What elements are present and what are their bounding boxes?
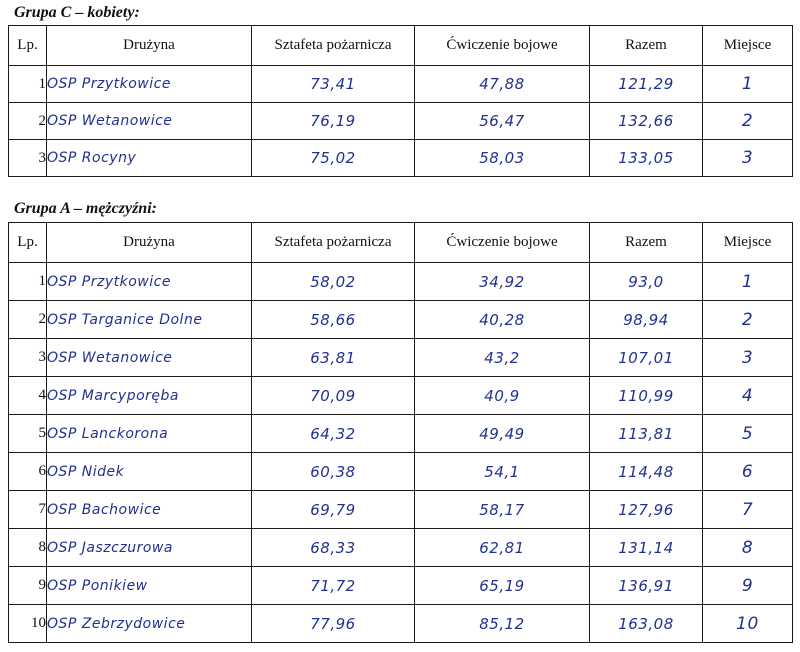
table-row — [9, 529, 793, 567]
header-lp: Lp. — [9, 26, 47, 66]
group-a-results-table — [8, 222, 793, 643]
cell-relay: 69,79 — [252, 491, 415, 529]
cell-lp: 1 — [9, 263, 47, 301]
cell-combat: 49,49 — [415, 415, 590, 453]
cell-combat: 58,03 — [415, 140, 590, 177]
cell-lp: 5 — [9, 415, 47, 453]
table-row — [9, 453, 793, 491]
cell-place: 4 — [703, 377, 793, 415]
cell-total: 132,66 — [590, 103, 703, 140]
cell-combat: 56,47 — [415, 103, 590, 140]
cell-place: 8 — [703, 529, 793, 567]
cell-team: OSP Lanckorona — [47, 415, 252, 453]
cell-total: 127,96 — [590, 491, 703, 529]
header-total: Razem — [590, 26, 703, 66]
cell-combat: 40,28 — [415, 301, 590, 339]
cell-combat: 47,88 — [415, 66, 590, 103]
cell-relay: 63,81 — [252, 339, 415, 377]
cell-relay: 71,72 — [252, 567, 415, 605]
cell-relay: 64,32 — [252, 415, 415, 453]
cell-total: 93,0 — [590, 263, 703, 301]
header-relay: Sztafeta pożarnicza — [252, 26, 415, 66]
cell-lp: 10 — [9, 605, 47, 643]
cell-team: OSP Targanice Dolne — [47, 301, 252, 339]
cell-lp: 6 — [9, 453, 47, 491]
cell-total: 113,81 — [590, 415, 703, 453]
header-total: Razem — [590, 223, 703, 263]
cell-relay: 60,38 — [252, 453, 415, 491]
cell-lp: 2 — [9, 103, 47, 140]
cell-combat: 43,2 — [415, 339, 590, 377]
cell-relay: 73,41 — [252, 66, 415, 103]
cell-lp: 1 — [9, 66, 47, 103]
header-team: Drużyna — [47, 26, 252, 66]
cell-total: 131,14 — [590, 529, 703, 567]
cell-team: OSP Wetanowice — [47, 103, 252, 140]
table-row — [9, 491, 793, 529]
table-header-row — [9, 26, 793, 66]
group-a-title: Grupa A – mężczyźni: — [14, 200, 157, 217]
cell-relay: 70,09 — [252, 377, 415, 415]
cell-team: OSP Ponikiew — [47, 567, 252, 605]
cell-relay: 58,02 — [252, 263, 415, 301]
cell-lp: 4 — [9, 377, 47, 415]
cell-total: 121,29 — [590, 66, 703, 103]
cell-team: OSP Nidek — [47, 453, 252, 491]
table-header-row — [9, 223, 793, 263]
cell-team: OSP Przytkowice — [47, 263, 252, 301]
cell-lp: 3 — [9, 140, 47, 177]
cell-lp: 9 — [9, 567, 47, 605]
cell-place: 10 — [703, 605, 793, 643]
cell-total: 136,91 — [590, 567, 703, 605]
cell-lp: 2 — [9, 301, 47, 339]
table-row — [9, 605, 793, 643]
cell-lp: 7 — [9, 491, 47, 529]
cell-combat: 54,1 — [415, 453, 590, 491]
cell-team: OSP Marcyporęba — [47, 377, 252, 415]
table-row — [9, 140, 793, 177]
cell-place: 5 — [703, 415, 793, 453]
cell-place: 7 — [703, 491, 793, 529]
header-combat: Ćwiczenie bojowe — [415, 26, 590, 66]
header-combat: Ćwiczenie bojowe — [415, 223, 590, 263]
table-row — [9, 103, 793, 140]
header-place: Miejsce — [703, 26, 793, 66]
cell-relay: 58,66 — [252, 301, 415, 339]
cell-combat: 65,19 — [415, 567, 590, 605]
cell-total: 133,05 — [590, 140, 703, 177]
cell-relay: 75,02 — [252, 140, 415, 177]
cell-total: 107,01 — [590, 339, 703, 377]
cell-place: 9 — [703, 567, 793, 605]
cell-total: 110,99 — [590, 377, 703, 415]
cell-combat: 85,12 — [415, 605, 590, 643]
cell-total: 98,94 — [590, 301, 703, 339]
cell-combat: 40,9 — [415, 377, 590, 415]
cell-place: 6 — [703, 453, 793, 491]
table-row — [9, 567, 793, 605]
cell-place: 2 — [703, 103, 793, 140]
cell-team: OSP Zebrzydowice — [47, 605, 252, 643]
table-row — [9, 301, 793, 339]
cell-relay: 68,33 — [252, 529, 415, 567]
table-row — [9, 66, 793, 103]
header-team: Drużyna — [47, 223, 252, 263]
table-row — [9, 415, 793, 453]
cell-place: 3 — [703, 140, 793, 177]
cell-team: OSP Bachowice — [47, 491, 252, 529]
cell-total: 114,48 — [590, 453, 703, 491]
cell-combat: 62,81 — [415, 529, 590, 567]
cell-place: 1 — [703, 66, 793, 103]
cell-team: OSP Przytkowice — [47, 66, 252, 103]
cell-total: 163,08 — [590, 605, 703, 643]
cell-lp: 8 — [9, 529, 47, 567]
cell-relay: 76,19 — [252, 103, 415, 140]
table-row — [9, 339, 793, 377]
cell-place: 1 — [703, 263, 793, 301]
cell-relay: 77,96 — [252, 605, 415, 643]
cell-lp: 3 — [9, 339, 47, 377]
table-row — [9, 263, 793, 301]
cell-place: 3 — [703, 339, 793, 377]
header-lp: Lp. — [9, 223, 47, 263]
cell-team: OSP Wetanowice — [47, 339, 252, 377]
group-c-title: Grupa C – kobiety: — [14, 4, 140, 21]
table-row — [9, 377, 793, 415]
cell-combat: 58,17 — [415, 491, 590, 529]
group-c-results-table — [8, 25, 793, 177]
cell-place: 2 — [703, 301, 793, 339]
cell-team: OSP Jaszczurowa — [47, 529, 252, 567]
cell-combat: 34,92 — [415, 263, 590, 301]
header-place: Miejsce — [703, 223, 793, 263]
header-relay: Sztafeta pożarnicza — [252, 223, 415, 263]
cell-team: OSP Rocyny — [47, 140, 252, 177]
